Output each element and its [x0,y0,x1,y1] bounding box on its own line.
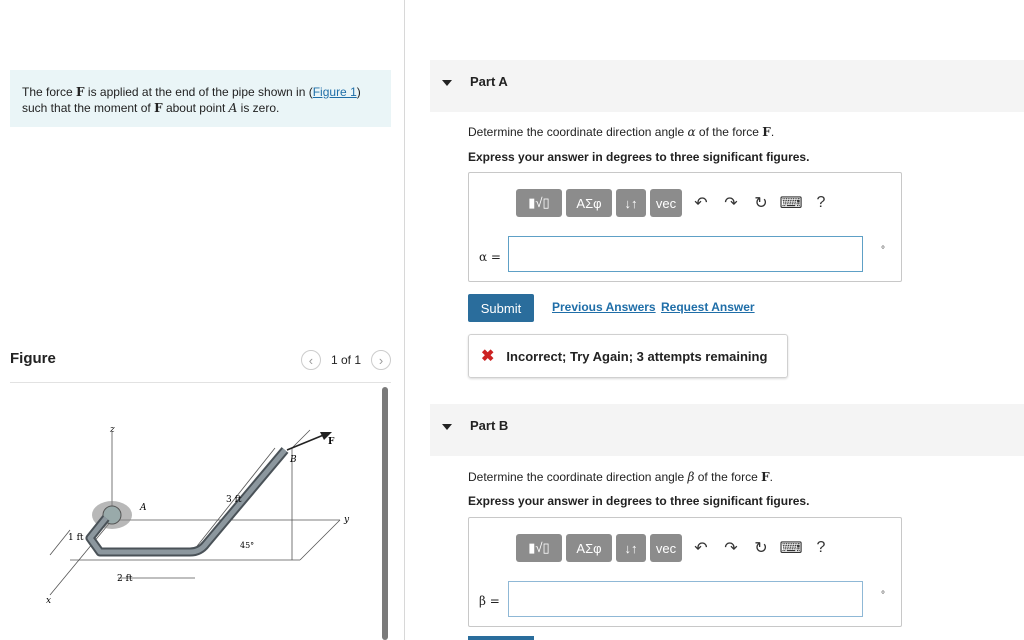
part-a-unit: ° [881,245,885,256]
vec-button[interactable]: vec [650,534,682,562]
figure-title: Figure [10,350,56,367]
templates-button[interactable]: ▮√▯ [516,534,562,562]
keyboard-icon[interactable]: ⌨ [779,540,803,557]
arrows-button[interactable]: ↓↑ [616,534,646,562]
figure-pager [301,350,391,370]
reset-icon[interactable]: ↻ [754,540,768,557]
part-a-label: Part A [470,74,508,89]
reset-icon[interactable]: ↻ [754,195,768,212]
keyboard-icon[interactable]: ⌨ [779,195,803,212]
part-a-question-end: . [770,125,775,139]
greek-button[interactable]: ΑΣφ [566,189,612,217]
chevron-right-icon[interactable]: › [371,350,391,370]
right-panel [405,0,1024,640]
figure-header [10,348,391,383]
part-b-submit-button-edge[interactable] [468,636,534,640]
problem-text-4: such that the moment of [22,101,155,115]
figure-link[interactable]: Figure 1 [312,85,357,99]
part-b-unit: ° [881,590,885,601]
point-a-label: A [140,503,147,513]
problem-statement [10,70,391,127]
part-b-answer-input[interactable] [508,581,863,617]
submit-button[interactable]: Submit [468,294,534,322]
part-b-question-text: Determine the coordinate direction angle [468,470,688,484]
chevron-left-icon[interactable]: ‹ [301,350,321,370]
part-a-question-force: F [762,125,771,139]
redo-icon[interactable]: ↷ [724,195,738,212]
previous-answers-link[interactable]: Previous Answers [552,300,656,314]
part-b-answer-box [468,517,902,627]
collapse-triangle-icon[interactable] [442,424,452,430]
part-a-question-text: Determine the coordinate direction angle [468,125,688,139]
part-a-question-var: α [687,125,696,139]
part-a-header[interactable] [430,60,1024,112]
arrows-button[interactable]: ↓↑ [616,189,646,217]
force-symbol-2: F [154,101,163,115]
part-a-answer-box [468,172,902,282]
error-x-icon: ✖ [481,348,495,365]
part-b-var-label: β = [479,594,500,608]
redo-icon[interactable]: ↷ [724,540,738,557]
part-a-answer-input[interactable] [508,236,863,272]
left-panel [0,0,405,640]
part-b-question-mid: of the force [694,470,762,484]
point-b-label: B [290,455,297,465]
dim-1ft-label: 1 ft [68,533,84,543]
part-b-question [468,470,773,484]
problem-text-2: is applied at the end of the pipe shown in ( [84,85,313,99]
help-button[interactable]: ? [816,539,826,556]
part-b-question-force: F [761,470,770,484]
part-a-instruction: Express your answer in degrees to three significant figures. [468,150,810,164]
pipe-figure [30,420,360,620]
dim-3ft-label: 3 ft [226,495,242,505]
part-b-instruction: Express your answer in degrees to three significant figures. [468,494,810,508]
help-button[interactable]: ? [816,194,826,211]
part-b-question-end: . [769,470,773,484]
problem-text-6: is zero. [237,101,280,115]
greek-button[interactable]: ΑΣφ [566,534,612,562]
feedback-message [468,334,788,378]
undo-icon[interactable]: ↶ [694,540,708,557]
part-a-toolbar [516,189,836,217]
part-a-var-label: α = [479,250,501,264]
part-b-header[interactable] [430,404,1024,456]
part-b-toolbar [516,534,836,562]
part-a-question-mid: of the force [695,125,763,139]
collapse-triangle-icon[interactable] [442,80,452,86]
point-symbol: A [228,101,238,115]
pager-text: 1 of 1 [330,353,361,367]
problem-text-1: The force [22,85,77,99]
part-b-question-var: β [687,470,695,484]
figure-scrollbar[interactable] [382,387,388,640]
force-f-label: F [328,437,335,447]
part-a-question [468,125,774,139]
axis-z-label: z [110,425,115,435]
templates-button[interactable]: ▮√▯ [516,189,562,217]
force-symbol: F [76,85,85,99]
angle-label: 45° [240,541,255,550]
problem-text-3: ) [356,85,361,99]
axis-x-label: x [46,596,52,606]
request-answer-link[interactable]: Request Answer [661,300,755,314]
undo-icon[interactable]: ↶ [694,195,708,212]
dim-2ft-label: 2 ft [117,574,133,584]
problem-text-5: about point [162,101,229,115]
vec-button[interactable]: vec [650,189,682,217]
part-b-label: Part B [470,418,509,433]
feedback-text: Incorrect; Try Again; 3 attempts remaining [506,348,768,364]
axis-y-label: y [344,515,350,525]
